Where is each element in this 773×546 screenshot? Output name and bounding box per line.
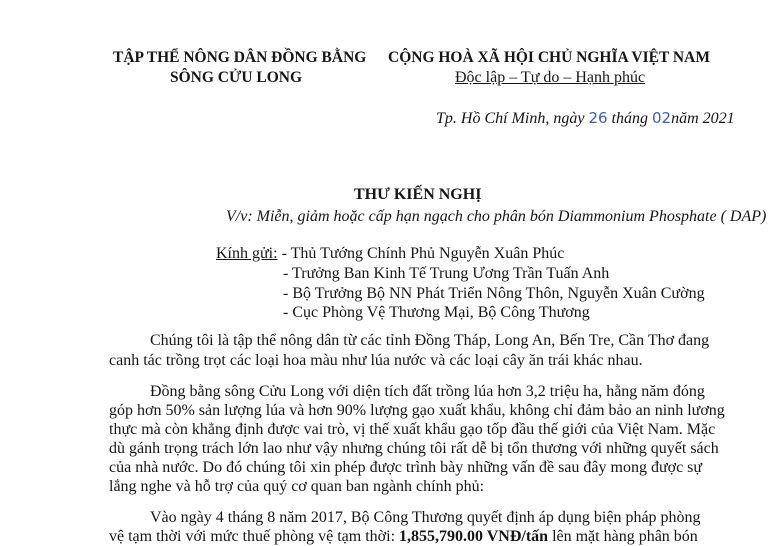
- recipients-label: Kính gửi:: [216, 245, 278, 262]
- document-date: [436, 109, 735, 128]
- recipient-item: - Thủ Tướng Chính Phủ Nguyễn Xuân Phúc: [281, 245, 565, 262]
- date-prefix: Tp. Hồ Chí Minh, ngày: [436, 110, 585, 127]
- recipient-item: - Trưởng Ban Kinh Tế Trung Ương Trần Tuấn Anh: [283, 265, 610, 282]
- tax-amount: 1,855,790.00 VNĐ/tấn: [399, 528, 549, 545]
- date-year: năm 2021: [671, 110, 735, 127]
- national-title: CỘNG HOÀ XÃ HỘI CHỦ NGHĨA VIỆT NAM: [388, 49, 710, 66]
- document-title: THƯ KIẾN NGHỊ: [354, 186, 482, 203]
- recipient-item: - Bộ Trưởng Bộ NN Phát Triển Nông Thôn, Nguyễn Xuân Cường: [283, 285, 705, 302]
- paragraph-text: lên mặt hàng phân bón: [548, 528, 698, 545]
- paragraph-line: của nhà nước. Do đó chúng tôi xin phép được trình bày những vấn đề sau đây mong được sự: [109, 459, 703, 476]
- paragraph-line: thực mà còn khẳng định được vai trò, vị thế xuất khẩu gạo tốp đầu thế giới của Việt Nam. Mặc: [109, 421, 716, 438]
- paragraph-text: vệ tạm thời với mức thuế phòng vệ tạm thời:: [109, 528, 400, 545]
- date-month-label: tháng: [611, 110, 648, 127]
- org-name-line1: TẬP THỂ NÔNG DÂN ĐỒNG BẰNG: [113, 49, 367, 66]
- paragraph-line: [109, 528, 698, 546]
- date-day-handwritten: 26: [588, 109, 608, 127]
- recipient-item: - Cục Phòng Vệ Thương Mại, Bộ Công Thương: [283, 304, 590, 321]
- paragraph-line: Vào ngày 4 tháng 8 năm 2017, Bộ Công Thương quyết định áp dụng biện pháp phòng: [150, 509, 701, 526]
- national-motto: Độc lập – Tự do – Hạnh phúc: [455, 69, 646, 86]
- paragraph-line: canh tác trồng trọt các loại hoa màu như lúa nước và các loại cây ăn trái khác nhau.: [109, 352, 643, 369]
- paragraph-line: Đồng bằng sông Cửu Long với diện tích đất trồng lúa hơn 3,2 triệu ha, hằng năm đóng: [150, 383, 705, 400]
- paragraph-line: dù gánh trọng trách lớn lao như vậy nhưng chúng tôi rất dễ bị tổn thương với những quyết sách: [109, 440, 719, 457]
- paragraph-line: lắng nghe và hỗ trợ của quý cơ quan ban ngành chính phủ:: [109, 478, 485, 495]
- paragraph-line: Chúng tôi là tập thể nông dân từ các tỉnh Đồng Tháp, Long An, Bến Tre, Cần Thơ đang: [150, 332, 710, 349]
- date-month-handwritten: 02: [652, 109, 672, 127]
- paragraph-line: góp hơn 50% sản lượng lúa và hơn 90% lượng gạo xuất khẩu, không chỉ đảm bảo an ninh lương: [109, 402, 725, 419]
- recipients-block: [216, 245, 564, 263]
- document-subject: V/v: Miễn, giảm hoặc cấp hạn ngạch cho phân bón Diammonium Phosphate ( DAP): [226, 208, 767, 225]
- org-name-line2: SÔNG CỬU LONG: [170, 69, 303, 86]
